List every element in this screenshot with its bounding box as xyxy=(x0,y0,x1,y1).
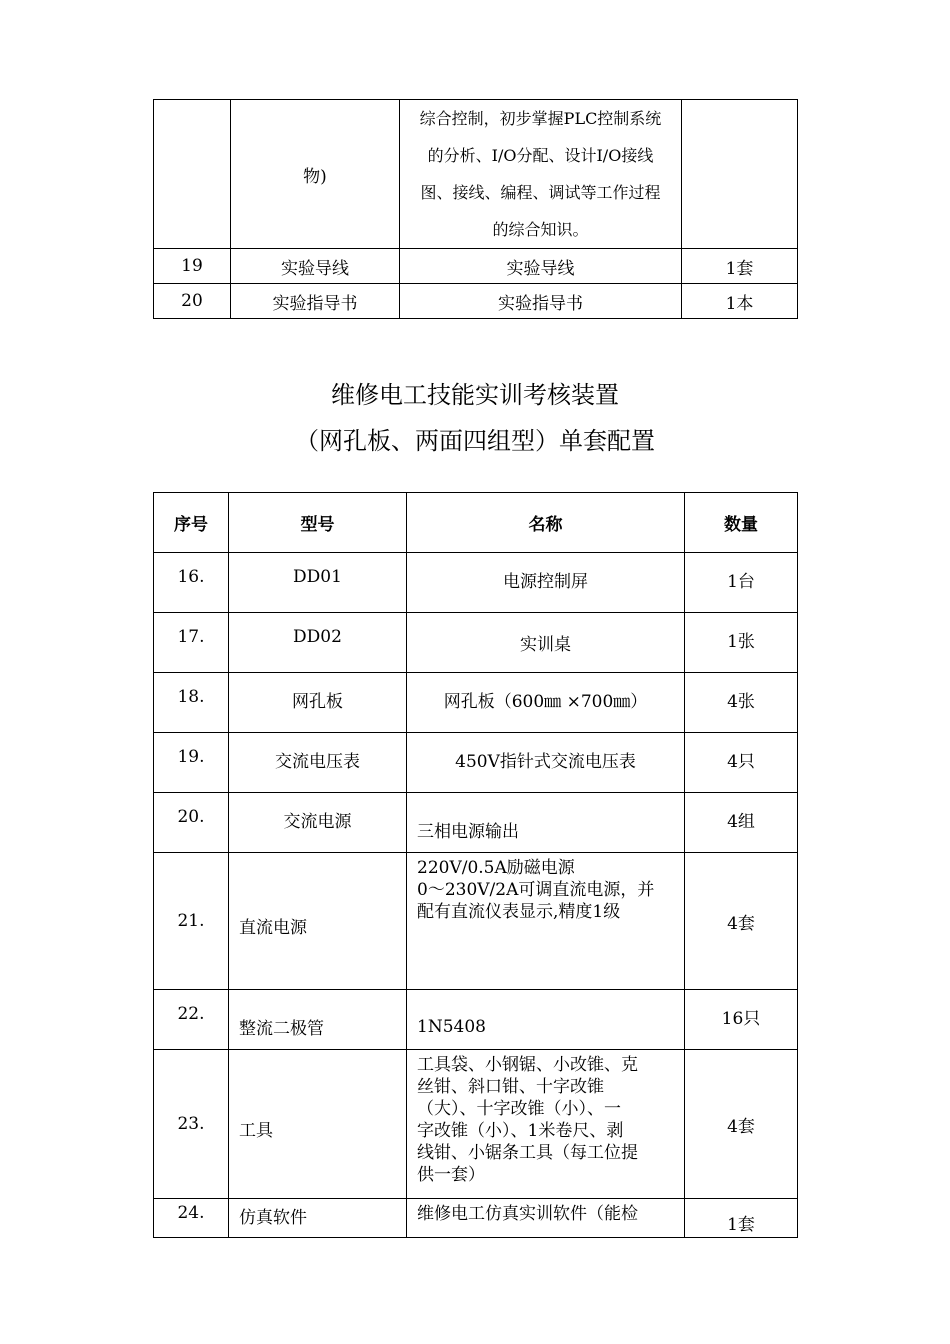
cell-model: 仿真软件 xyxy=(229,1199,407,1238)
cell-no: 20. xyxy=(154,793,229,853)
cell-qty: 1张 xyxy=(685,613,798,673)
cell-no: 17. xyxy=(154,613,229,673)
cell-qty: 4组 xyxy=(685,793,798,853)
table-row xyxy=(154,284,798,319)
cell-no: 19. xyxy=(154,733,229,793)
cell-qty: 1台 xyxy=(685,553,798,613)
cell-name xyxy=(400,100,682,249)
cell-model: DD01 xyxy=(229,553,407,613)
name-line: 丝钳、斜口钳、十字改锥 xyxy=(417,1077,604,1097)
cell-model: 物) xyxy=(231,100,400,249)
cell-name: 网孔板（600㎜ ×700㎜） xyxy=(407,673,685,733)
header-no: 序号 xyxy=(154,493,229,553)
name-line: 220V/0.5A励磁电源 xyxy=(417,858,575,878)
name-line: 0～230V/2A可调直流电源，并 xyxy=(417,880,655,900)
table-row xyxy=(154,1050,798,1199)
cell-name xyxy=(407,1050,685,1199)
cell-no xyxy=(154,100,231,249)
cell-name: 实验指导书 xyxy=(400,284,682,319)
cell-name: 450V指针式交流电压表 xyxy=(407,733,685,793)
name-line: 的分析、I/O分配、设计I/O接线 xyxy=(427,146,654,165)
cell-qty: 1套 xyxy=(685,1199,798,1238)
cell-name: 实训桌 xyxy=(407,613,685,673)
table-row xyxy=(154,613,798,673)
cell-qty: 4套 xyxy=(685,1050,798,1199)
cell-qty: 4只 xyxy=(685,733,798,793)
table-row xyxy=(154,990,798,1050)
name-line: 综合控制，初步掌握PLC控制系统 xyxy=(419,109,662,128)
name-line: 字改锥（小）、1米卷尺、剥 xyxy=(417,1121,624,1141)
header-name: 名称 xyxy=(407,493,685,553)
name-line: 图、接线、编程、调试等工作过程 xyxy=(420,183,661,202)
table-row xyxy=(154,553,798,613)
cell-qty xyxy=(682,100,798,249)
table-row xyxy=(154,853,798,990)
cell-no: 16. xyxy=(154,553,229,613)
table-row xyxy=(154,1199,798,1238)
cell-no: 22. xyxy=(154,990,229,1050)
cell-model: 网孔板 xyxy=(229,673,407,733)
header-model: 型号 xyxy=(229,493,407,553)
document-title xyxy=(0,372,950,464)
cell-name xyxy=(407,853,685,990)
cell-name: 1N5408 xyxy=(407,990,685,1050)
cell-no: 24. xyxy=(154,1199,229,1238)
cell-name: 维修电工仿真实训软件（能检 xyxy=(407,1199,685,1238)
cell-name: 三相电源输出 xyxy=(407,793,685,853)
cell-model: 实验导线 xyxy=(231,249,400,284)
header-qty: 数量 xyxy=(685,493,798,553)
table-row xyxy=(154,793,798,853)
table-header-row xyxy=(154,493,798,553)
cell-qty: 1本 xyxy=(682,284,798,319)
cell-qty: 1套 xyxy=(682,249,798,284)
title-line-2: （网孔板、两面四组型）单套配置 xyxy=(295,427,655,455)
cell-model: 直流电源 xyxy=(229,853,407,990)
name-line: （大）、十字改锥（小）、一 xyxy=(417,1099,621,1119)
name-line: 配有直流仪表显示,精度1级 xyxy=(417,902,621,922)
cell-no: 18. xyxy=(154,673,229,733)
cell-no: 23. xyxy=(154,1050,229,1199)
cell-no: 21. xyxy=(154,853,229,990)
config-table xyxy=(153,492,798,1238)
cell-name: 实验导线 xyxy=(400,249,682,284)
cell-no: 20 xyxy=(154,284,231,319)
title-line-1: 维修电工技能实训考核装置 xyxy=(331,381,619,409)
table-row xyxy=(154,100,798,249)
cell-model: DD02 xyxy=(229,613,407,673)
cell-model: 交流电源 xyxy=(229,793,407,853)
cell-qty: 4套 xyxy=(685,853,798,990)
cell-model: 交流电压表 xyxy=(229,733,407,793)
table-row xyxy=(154,733,798,793)
cell-qty: 16只 xyxy=(685,990,798,1050)
name-line: 的综合知识。 xyxy=(492,220,589,239)
cell-model: 实验指导书 xyxy=(231,284,400,319)
cell-model: 整流二极管 xyxy=(229,990,407,1050)
table-row xyxy=(154,673,798,733)
cell-name: 电源控制屏 xyxy=(407,553,685,613)
cell-model: 工具 xyxy=(229,1050,407,1199)
cell-no: 19 xyxy=(154,249,231,284)
table-row xyxy=(154,249,798,284)
cell-qty: 4张 xyxy=(685,673,798,733)
name-line: 线钳、小锯条工具（每工位提 xyxy=(417,1143,638,1163)
continuation-table xyxy=(153,99,798,319)
name-line: 工具袋、小钢锯、小改锥、克 xyxy=(417,1055,638,1075)
name-line: 供一套） xyxy=(417,1165,485,1185)
